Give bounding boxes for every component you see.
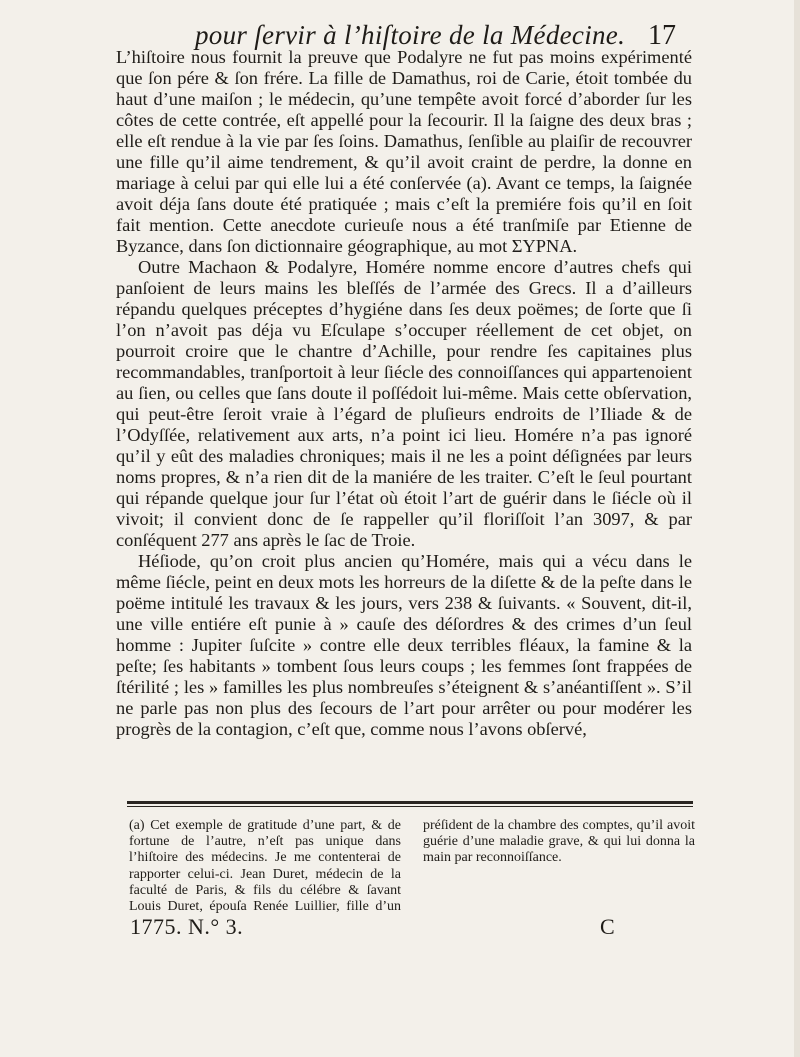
footnotes [129, 818, 695, 916]
page-edge [794, 0, 800, 1057]
signature-mark: C [600, 914, 615, 939]
paragraph: L’hiſtoire nous fournit la preuve que Podalyre ne fut pas moins expérimenté que ſon pére & ſon frére. La fille de Damathus, roi de Carie, étoit tombée du haut d’une maiſon ; le médecin, qu’une tempête avoit forcé d’aborder ſur les côtes de cette contrée, eſt appellé pour la ſecourir. Il la ſaigne des deux bras ; elle eſt rendue à la vie par ſes ſoins. Damathus, ſenſible au plaiſir de recouvrer une fille qu’il aime tendrement, & qu’il avoit craint de perdre, la donne en mariage à celui par qui elle lui a été conſervée (a). Avant ce temps, la ſaignée avoit déja ſans doute été pratiquée ; mais c’eſt la premiére fois qu’il en ſoit fait mention. Cette anecdote curieuſe nous a été tranſmiſe par Etienne de Byzance, dans ſon dictionnaire géographique, au mot ΣΥΡΝΑ. [116, 47, 692, 256]
running-title: pour ſervir à l’hiſtoire de la Médecine. [195, 20, 626, 50]
footnote-a: (a) Cet exemple de gratitude d’une part, & de fortune de l’autre, n’eſt pas unique dans l’hiſtoire des médecins. Je me contenterai de rapporter celui-ci. Jean Duret, médecin de la faculté de Paris, & fils du célébre & ſavant Louis Duret, épouſa Renée Luillier, fille d’un préſident de la chambre des comptes, qu’il avoit guérie d’une maladie grave, & qui lui donna la main par reconnoiſſance. [129, 818, 695, 915]
page-number: 17 [648, 20, 676, 51]
footnote-rule [127, 801, 693, 804]
body-text [116, 47, 692, 740]
footnote-rule-thin [127, 806, 693, 807]
year-mark: 1775. N.° 3. [130, 914, 244, 939]
signature-line [0, 914, 800, 954]
paragraph: Héſiode, qu’on croit plus ancien qu’Homére, mais qui a vécu dans le même ſiécle, peint en deux mots les horreurs de la diſette & de la peſte dans le poëme intitulé les travaux & les jours, vers 238 & ſuivants. « Souvent, dit-il, une ville entiére eſt punie à » cauſe des déſordres & des crimes d’un ſeul homme : Jupiter ſuſcite » contre elle deux terribles fléaux, la famine & la peſte; ſes habitants » tombent ſous leurs coups ; les femmes ſont frappées de ſtérilité ; les » familles les plus nombreuſes s’éteignent & s’anéantiſſent ». S’il ne parle pas non plus des ſecours de l’art pour arrêter ou pour modérer les progrès de la contagion, c’eſt que, comme nous l’avons obſervé, [116, 551, 692, 739]
paragraph: Outre Machaon & Podalyre, Homére nomme encore d’autres chefs qui panſoient de leurs mains les bleſſés de l’armée des Grecs. Il a d’ailleurs répandu quelques préceptes d’hygiéne dans ſes deux poëmes; de ſorte que ſi l’on n’avoit pas déja vu Eſculape s’occuper réellement de cet objet, on pourroit croire que le chantre d’Achille, pour rendre ſes capitaines plus recommandables, tranſportoit à leur ſiécle des connoiſſances qui appartenoient au ſien, ou celles que ſans doute il poſſédoit lui-même. Mais cette obſervation, qui peut-être ſeroit vraie à l’égard de pluſieurs endroits de l’Iliade & de l’Odyſſée, relativement aux arts, n’a point ici lieu. Homére n’a pas ignoré qu’il y eût des maladies chroniques; mais il ne les a point déſignées par leurs noms propres, & n’a rien dit de la maniére de les traiter. C’eſt le ſeul pourtant qui répande quelque jour ſur l’état où étoit l’art de guérir dans le ſiécle où il vivoit; il convient donc de ſe rappeller qu’il floriſſoit l’an 3097, & par conſéquent 277 ans après le ſac de Troie. [116, 257, 692, 550]
